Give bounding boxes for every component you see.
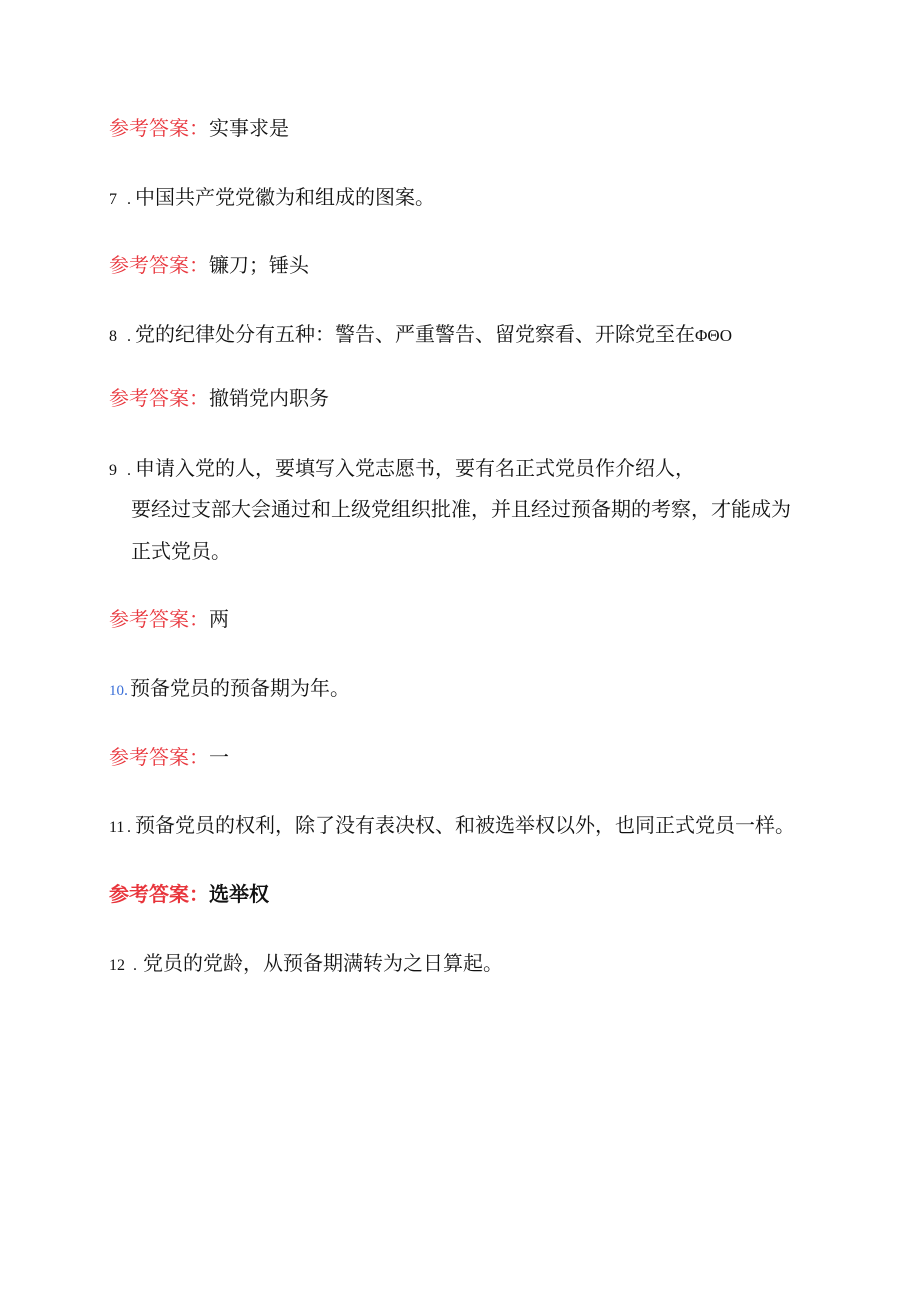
answer-text: 撤销党内职务 <box>209 386 329 410</box>
answer-label: 参考答案： <box>109 253 209 277</box>
question-continuation <box>131 538 231 564</box>
question-number: 10 <box>109 683 124 699</box>
question-dot: . <box>133 957 137 974</box>
answer-line <box>109 744 229 770</box>
answer-label: 参考答案： <box>109 386 209 410</box>
question-number: 12 <box>109 957 125 974</box>
question-text: 正式党员。 <box>131 539 231 563</box>
answer-line <box>109 115 289 141</box>
question-continuation <box>131 496 791 522</box>
question-text: 要经过支部大会通过和上级党组织批准，并且经过预备期的考察，才能成为 <box>131 497 791 521</box>
question-text: 申请入党的人，要填写入党志愿书，要有名正式党员作介绍人， <box>135 456 695 480</box>
question-text: 党的纪律处分有五种：警告、严重警告、留党察看、开除党至在 <box>135 322 695 346</box>
question-dot: . <box>127 819 131 836</box>
answer-line <box>109 385 329 411</box>
question-dot: . <box>127 191 131 208</box>
question-text: 预备党员的权利，除了没有表决权、和被选举权以外，也同正式党员一样。 <box>135 813 795 837</box>
question-line <box>109 321 732 350</box>
question-tail-symbols: ΦΘO <box>695 326 732 345</box>
question-number: 7 <box>109 191 117 208</box>
question-text: 中国共产党党徽为和组成的图案。 <box>135 185 435 209</box>
answer-label: 参考答案： <box>109 607 209 631</box>
answer-label: 参考答案： <box>109 116 209 140</box>
answer-text: 镰刀；锤头 <box>209 253 309 277</box>
answer-line <box>109 881 269 907</box>
question-number: 9 <box>109 462 117 479</box>
answer-text: 一 <box>209 745 229 769</box>
answer-label: 参考答案： <box>109 882 209 906</box>
question-dot: . <box>127 328 131 345</box>
question-text: 党员的党龄，从预备期满转为之日算起。 <box>143 951 503 975</box>
question-line <box>109 455 695 484</box>
answer-label: 参考答案： <box>109 745 209 769</box>
answer-text: 选举权 <box>209 882 269 906</box>
question-line <box>109 675 350 704</box>
answer-text: 两 <box>209 607 229 631</box>
question-dot: . <box>127 462 131 479</box>
question-text: 预备党员的预备期为年。 <box>130 676 350 700</box>
answer-line <box>109 606 229 632</box>
question-line <box>109 184 435 213</box>
question-dot: . <box>124 682 128 699</box>
answer-text: 实事求是 <box>209 116 289 140</box>
answer-line <box>109 252 309 278</box>
question-line <box>109 812 795 841</box>
question-line <box>109 950 503 979</box>
question-number: 8 <box>109 328 117 345</box>
question-number: 11 <box>109 819 125 836</box>
